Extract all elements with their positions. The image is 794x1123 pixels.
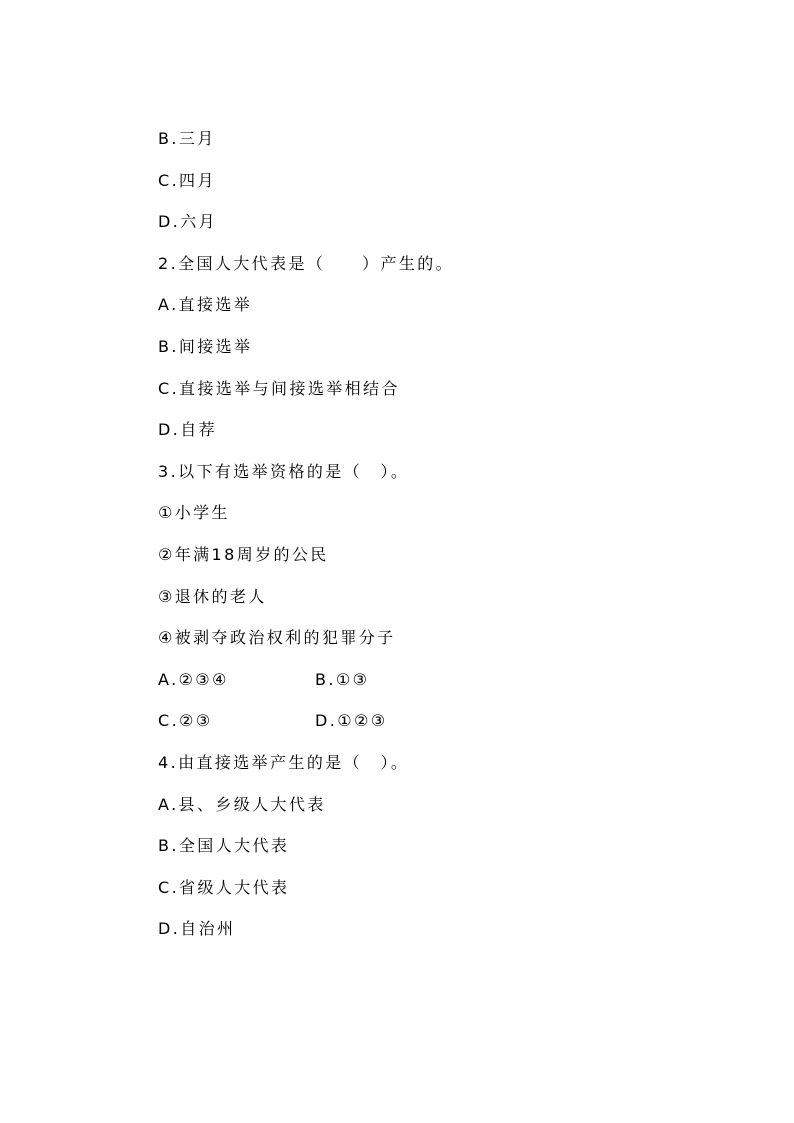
q3-item-2: ②年满18周岁的公民 bbox=[158, 544, 329, 564]
q3-option-c: C.②③ bbox=[158, 711, 213, 731]
q3-stem: 3.以下有选举资格的是（ ）。 bbox=[158, 461, 410, 481]
q2-stem: 2.全国人大代表是（ ）产生的。 bbox=[158, 253, 455, 273]
q2-option-a: A.直接选举 bbox=[158, 295, 253, 315]
q3-option-b: B.①③ bbox=[315, 669, 370, 689]
q3-item-4: ④被剥夺政治权利的犯罪分子 bbox=[158, 628, 396, 648]
q3-item-1: ①小学生 bbox=[158, 503, 230, 523]
q3-option-d: D.①②③ bbox=[315, 711, 388, 731]
q3-options-row-1 bbox=[158, 666, 718, 708]
q4-option-d: D.自治州 bbox=[158, 919, 236, 939]
q3-item-3: ③退休的老人 bbox=[158, 586, 267, 606]
q1-option-d: D.六月 bbox=[158, 212, 218, 232]
q3-options-row-2 bbox=[158, 707, 718, 749]
q4-option-a: A.县、乡级人大代表 bbox=[158, 794, 326, 814]
q1-option-c: C.四月 bbox=[158, 170, 216, 190]
q3-option-a: A.②③④ bbox=[158, 669, 229, 689]
q4-option-c: C.省级人大代表 bbox=[158, 877, 290, 897]
q4-option-b: B.全国人大代表 bbox=[158, 836, 290, 856]
question-document bbox=[158, 125, 718, 957]
q4-stem: 4.由直接选举产生的是（ ）。 bbox=[158, 752, 410, 772]
q1-option-b: B.三月 bbox=[158, 129, 216, 148]
q2-option-c: C.直接选举与间接选举相结合 bbox=[158, 378, 400, 398]
q2-option-d: D.自荐 bbox=[158, 420, 218, 440]
q2-option-b: B.间接选举 bbox=[158, 336, 253, 356]
